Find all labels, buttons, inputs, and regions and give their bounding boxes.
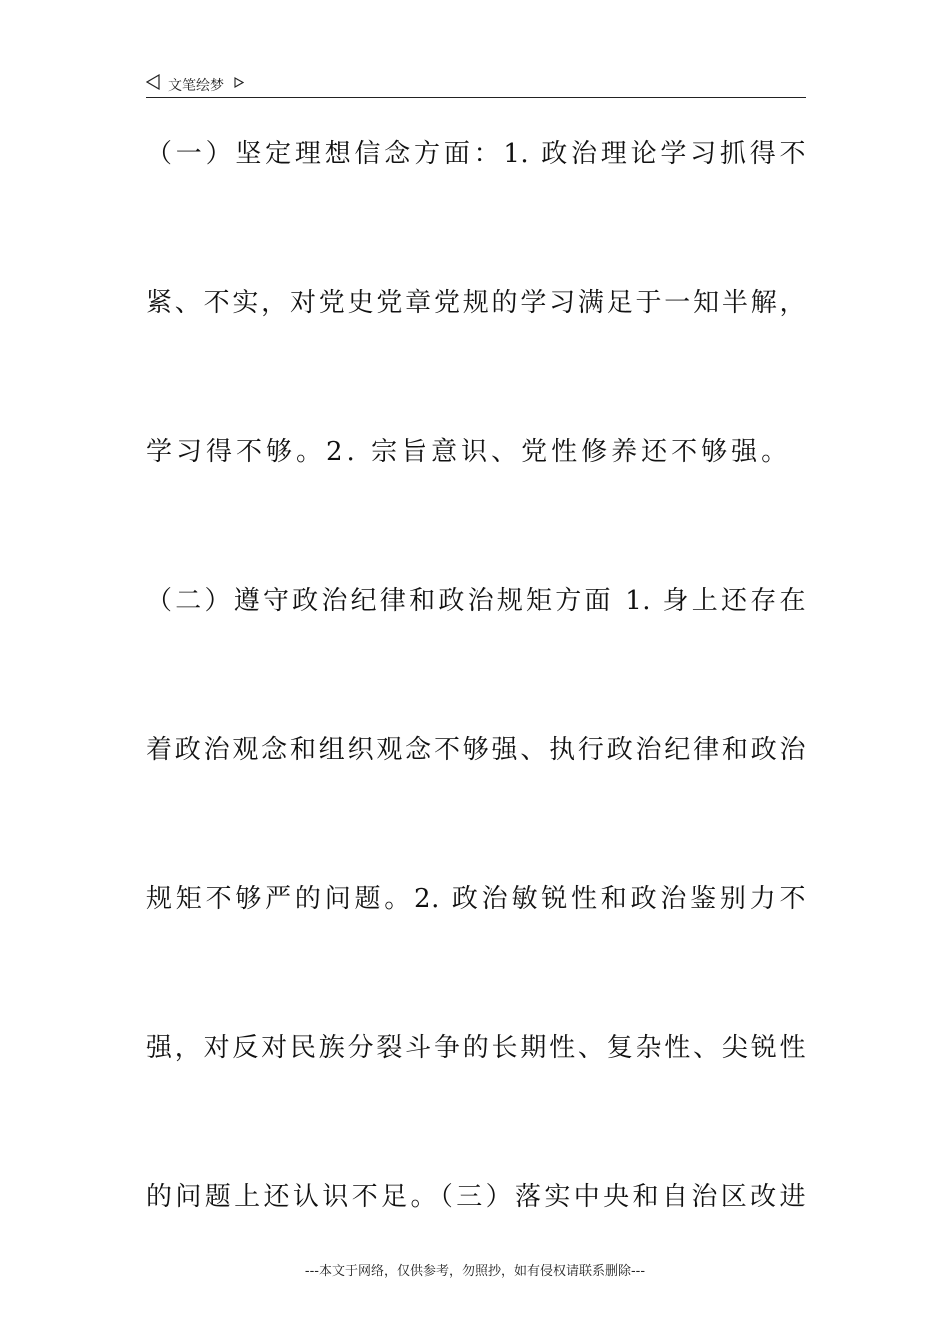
header-divider — [146, 97, 806, 98]
triangle-right-icon — [234, 77, 244, 88]
body-line: （一）坚定理想信念方面：1. 政治理论学习抓得不 — [146, 139, 806, 169]
page-header — [146, 72, 806, 98]
body-line: 着政治观念和组织观念不够强、执行政治纪律和政治 — [146, 735, 806, 765]
body-line: （二）遵守政治纪律和政治规矩方面 1. 身上还存在 — [146, 586, 806, 616]
body-line: 的问题上还认识不足。（三）落实中央和自治区改进 — [146, 1182, 806, 1212]
body-line: 强，对反对民族分裂斗争的长期性、复杂性、尖锐性 — [146, 1033, 806, 1063]
footer-disclaimer: ---本文于网络，仅供参考，勿照抄，如有侵权请联系删除--- — [304, 1264, 646, 1279]
body-line: 紧、不实，对党史党章党规的学习满足于一知半解， — [146, 288, 806, 318]
body-line: 规矩不够严的问题。2. 政治敏锐性和政治鉴别力不 — [146, 884, 806, 914]
triangle-left-icon — [146, 74, 160, 90]
body-line: 学习得不够。2. 宗旨意识、党性修养还不够强。 — [146, 437, 792, 467]
header-title: 文笔绘梦 — [168, 78, 224, 94]
